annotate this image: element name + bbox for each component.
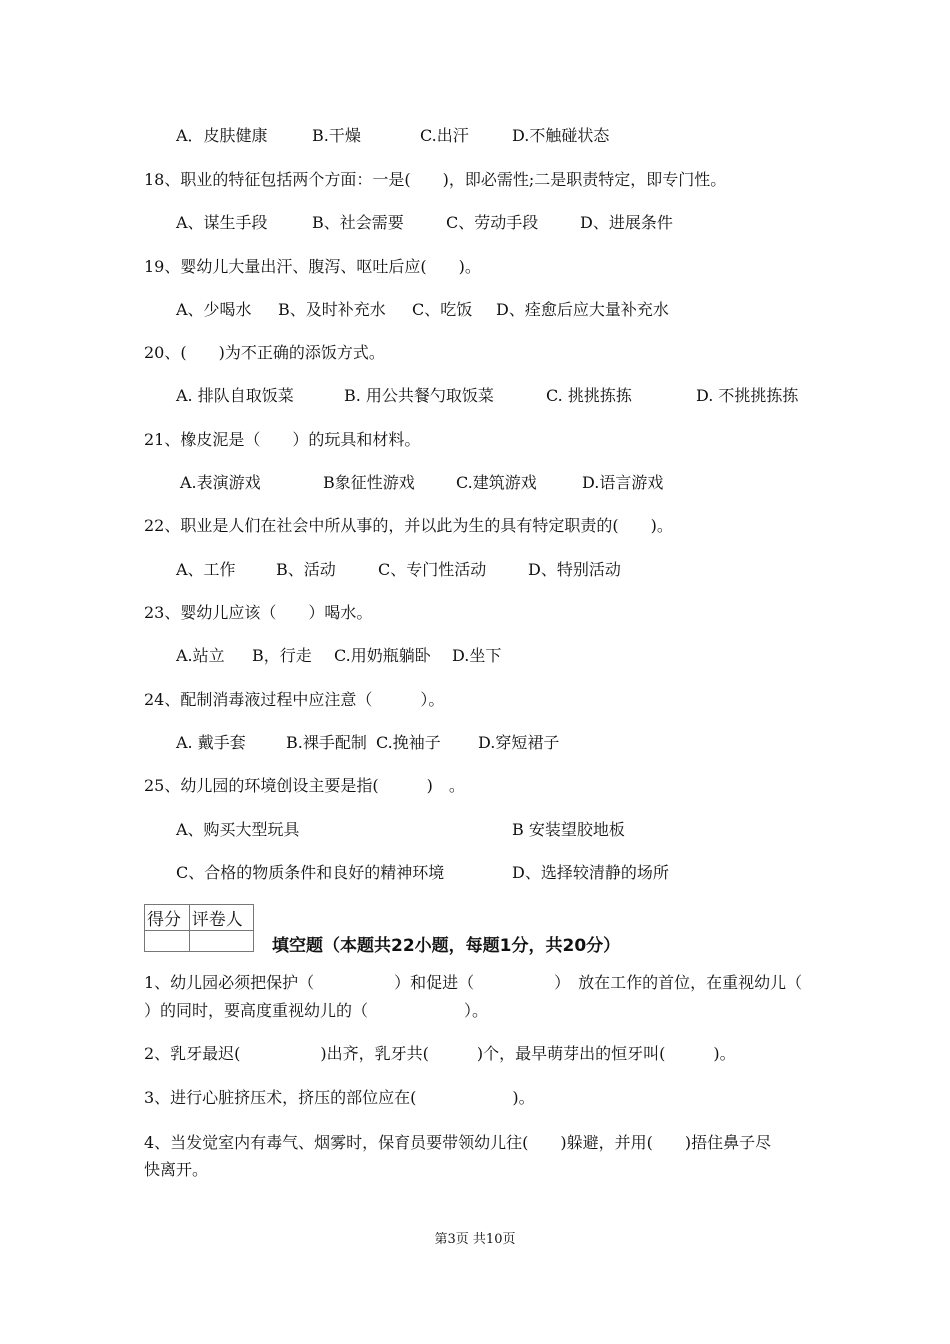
q25-option-d: D、选择较清静的场所 [512, 863, 669, 882]
grader-cell [189, 931, 253, 952]
q21-option-c: C.建筑游戏 [456, 473, 537, 492]
q19-option-a: A、少喝水 [176, 300, 252, 319]
score-label: 得分 [145, 905, 190, 931]
q18-option-c: C、劳动手段 [446, 213, 539, 232]
q17-option-a: A．皮肤健康 [176, 126, 268, 145]
q24-option-b: B.裸手配制 [286, 733, 367, 752]
q22-option-a: A、工作 [176, 560, 236, 579]
q21-option-d: D.语言游戏 [582, 473, 664, 492]
score-cell [145, 931, 190, 952]
q21-option-a: A.表演游戏 [180, 473, 261, 492]
q20-option-d: D. 不挑挑拣拣 [696, 386, 799, 405]
question-25: 25、幼儿园的环境创设主要是指( ) 。 [144, 776, 465, 795]
q19-option-b: B、及时补充水 [278, 300, 386, 319]
q23-option-b: B，行走 [252, 646, 312, 665]
q22-option-d: D、特别活动 [528, 560, 621, 579]
q22-option-c: C、专门性活动 [378, 560, 487, 579]
q23-option-a: A.站立 [176, 646, 225, 665]
question-24: 24、配制消毒液过程中应注意（ ）。 [144, 690, 445, 709]
grader-label: 评卷人 [189, 905, 253, 931]
q17-option-b: B.干燥 [312, 126, 361, 145]
q17-option-c: C.出汗 [420, 126, 469, 145]
q20-option-a: A. 排队自取饭菜 [176, 386, 294, 405]
q17-option-d: D.不触碰状态 [512, 126, 610, 145]
question-20: 20、( )为不正确的添饭方式。 [144, 343, 385, 362]
q18-option-d: D、进展条件 [580, 213, 673, 232]
q24-option-c: C.挽袖子 [376, 733, 441, 752]
page-footer: 第3页 共10页 [434, 1232, 516, 1247]
q23-option-c: C.用奶瓶躺卧 [334, 646, 431, 665]
question-21: 21、橡皮泥是（ ）的玩具和材料。 [144, 430, 421, 449]
q20-option-c: C. 挑挑拣拣 [546, 386, 632, 405]
score-box [144, 904, 254, 952]
fill-question-2: 2、乳牙最迟( )出齐，乳牙共( )个，最早萌芽出的恒牙叫( )。 [144, 1044, 736, 1063]
fill-question-4-line-1: 4、当发觉室内有毒气、烟雾时，保育员要带领幼儿往( )躲避，并用( )捂住鼻子尽 [144, 1133, 772, 1152]
q19-option-c: C、吃饭 [412, 300, 473, 319]
q19-option-d: D、痊愈后应大量补充水 [496, 300, 669, 319]
q18-option-a: A、谋生手段 [176, 213, 268, 232]
fill-question-4-line-2: 快离开。 [144, 1160, 209, 1179]
question-18: 18、职业的特征包括两个方面：一是( )，即必需性;二是职责特定，即专门性。 [144, 170, 727, 189]
q24-option-d: D.穿短裙子 [478, 733, 560, 752]
q25-option-c: C、合格的物质条件和良好的精神环境 [176, 863, 445, 882]
question-22: 22、职业是人们在社会中所从事的，并以此为生的具有特定职责的( )。 [144, 516, 673, 535]
q25-option-b: B 安装望胶地板 [512, 820, 625, 839]
q24-option-a: A. 戴手套 [176, 733, 246, 752]
q18-option-b: B、社会需要 [312, 213, 404, 232]
section-title: 填空题（本题共22小题，每题1分，共20分） [272, 936, 621, 956]
q25-option-a: A、购买大型玩具 [176, 820, 300, 839]
question-23: 23、婴幼儿应该（ ）喝水。 [144, 603, 373, 622]
q23-option-d: D.坐下 [452, 646, 502, 665]
q22-option-b: B、活动 [276, 560, 336, 579]
q21-option-b: B象征性游戏 [323, 473, 415, 492]
fill-question-1-line-1: 1、幼儿园必须把保护（ ）和促进（ ） 放在工作的首位，在重视幼儿（ [144, 973, 803, 992]
fill-question-1-line-2: ）的同时，要高度重视幼儿的（ ）。 [144, 1001, 489, 1020]
q20-option-b: B. 用公共餐勺取饭菜 [344, 386, 494, 405]
question-19: 19、婴幼儿大量出汗、腹泻、呕吐后应( )。 [144, 257, 481, 276]
fill-question-3: 3、进行心脏挤压术，挤压的部位应在( )。 [144, 1088, 535, 1107]
